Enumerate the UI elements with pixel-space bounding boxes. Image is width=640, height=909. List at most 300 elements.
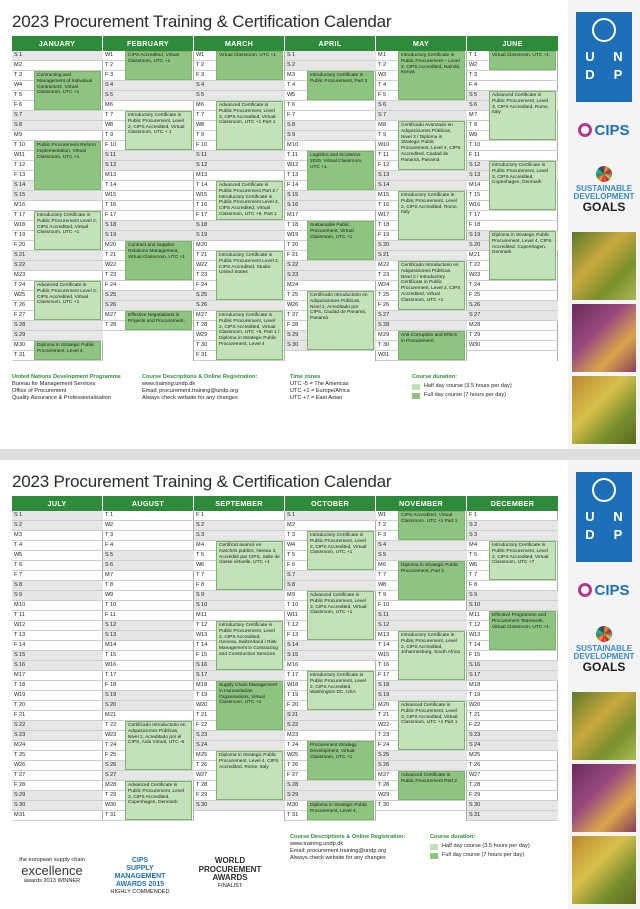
month-header: JUNE [467, 36, 558, 51]
day-row: W15 [376, 651, 467, 661]
day-row: W6 [194, 561, 285, 571]
day-row: S25 [376, 751, 467, 761]
award-text: WORLD PROCUREMENT AWARDS [198, 856, 262, 882]
day-row: S26 [376, 761, 467, 771]
day-row: S16 [285, 201, 376, 211]
day-row: M18 [194, 681, 285, 691]
day-row: T 25 [376, 291, 467, 301]
day-row: F 22 [467, 721, 558, 731]
day-row: W4 [12, 81, 103, 91]
undp-letter: D [585, 67, 595, 82]
course-event[interactable]: Certificado Introductorio en Adquisiciones Públicas, Nivel 2, Acreditado por CIPS, Ciudad de Panamá, Panamá [307, 291, 374, 350]
day-row: F 20 [285, 701, 376, 711]
day-row: S21 [12, 251, 103, 261]
day-row: T 28 [194, 781, 285, 791]
day-row: S29 [12, 791, 103, 801]
day-row: T 2 [103, 61, 194, 71]
course-event[interactable]: Introductory Certificate in Public Procurement, Level 2, CIPS Accredited, Geneva, Switzerland / Risk Management in Contracting and Construction Services [216, 621, 283, 670]
day-row: S13 [103, 631, 194, 641]
leaf-photo [572, 304, 636, 372]
day-row: M22 [376, 261, 467, 271]
day-row: M30 [12, 341, 103, 351]
side-branding [568, 0, 640, 449]
sdg-wheel-icon [596, 166, 612, 182]
day-row: S6 [376, 101, 467, 111]
day-row: T 7 [376, 571, 467, 581]
day-row: F 8 [194, 581, 285, 591]
day-row: S20 [103, 701, 194, 711]
undp-logo [576, 472, 632, 562]
course-event[interactable]: Advanced Certificate in Public Procurement, Level 3, CIPS Accredited, Rome, Italy [489, 91, 556, 140]
day-row: M4 [467, 541, 558, 551]
day-row: T 31 [285, 811, 376, 821]
day-row: S19 [103, 691, 194, 701]
day-row: F 21 [12, 711, 103, 721]
day-row: S9 [194, 591, 285, 601]
day-row: T 21 [194, 251, 285, 261]
day-row: W8 [103, 121, 194, 131]
day-row: T 28 [376, 781, 467, 791]
day-row: W22 [103, 261, 194, 271]
day-row: M13 [376, 631, 467, 641]
day-row: F 29 [467, 791, 558, 801]
day-row: S31 [467, 811, 558, 821]
sdg-logo [572, 626, 636, 673]
day-row: M14 [467, 181, 558, 191]
day-row: S9 [285, 131, 376, 141]
course-event[interactable]: Diploma in Strategic Public Procurement, Level 4, [307, 801, 374, 820]
course-event[interactable]: Introductory Certificate in Public Procurement, Part 2 [307, 71, 374, 100]
day-row: S4 [194, 81, 285, 91]
day-row: T 19 [194, 691, 285, 701]
month-headers [12, 496, 558, 511]
day-row: T 27 [285, 311, 376, 321]
day-row: S28 [285, 781, 376, 791]
calendar-page-1 [0, 0, 640, 449]
day-row: T 30 [194, 341, 285, 351]
day-row: W15 [103, 191, 194, 201]
day-row: S22 [285, 721, 376, 731]
day-row: S22 [12, 721, 103, 731]
day-row: S11 [103, 151, 194, 161]
award-text: awards 2013 WINNER [23, 877, 81, 884]
day-row: S19 [467, 231, 558, 241]
day-row: S2 [467, 521, 558, 531]
day-row: T 17 [285, 671, 376, 681]
day-row: M20 [103, 241, 194, 251]
day-row: T 3 [103, 531, 194, 541]
day-row: W5 [285, 91, 376, 101]
org-title: United Nations Development Programme [12, 374, 121, 380]
day-row: T 31 [103, 811, 194, 821]
day-row: M23 [285, 731, 376, 741]
day-row: F 17 [194, 211, 285, 221]
day-row: W9 [467, 131, 558, 141]
day-row: F 24 [194, 281, 285, 291]
day-row: S8 [285, 121, 376, 131]
day-row: S11 [376, 611, 467, 621]
day-row: W18 [12, 221, 103, 231]
course-event[interactable]: Virtual Classroom, UTC +1 [216, 51, 283, 80]
timezone-line: UTC -5 = The Americas [290, 381, 349, 387]
day-row: T 16 [103, 201, 194, 211]
day-row: F 1 [467, 511, 558, 521]
day-row: T 23 [194, 271, 285, 281]
day-row: S23 [194, 731, 285, 741]
registration-title: Course Descriptions & Online Registration: [290, 834, 406, 840]
day-row: W1 [103, 51, 194, 61]
day-row: S18 [194, 221, 285, 231]
org-line: Quality Assurance & Professionalisation [12, 395, 111, 401]
day-row: F 1 [194, 511, 285, 521]
day-row: F 11 [103, 611, 194, 621]
day-row: S13 [467, 171, 558, 181]
day-row: S3 [467, 531, 558, 541]
month-header: MARCH [194, 36, 285, 51]
award-text: excellence [21, 862, 83, 878]
day-row: W1 [194, 51, 285, 61]
day-row: M17 [12, 671, 103, 681]
course-event[interactable]: Advanced Certificate in Public Procurement Part 2 / Introductory Certificate in Public Procurement Level 2, CIPS Accredited, Virtual Classroom, UTC +8, Part 1 [216, 181, 283, 220]
day-row: T 19 [12, 231, 103, 241]
course-event[interactable]: Advanced Certificate in Public Procurement Part 2 [398, 771, 465, 800]
day-row: S18 [376, 681, 467, 691]
day-row: S23 [12, 731, 103, 741]
day-row: S16 [194, 661, 285, 671]
day-row: S24 [194, 741, 285, 751]
day-row: S29 [12, 331, 103, 341]
day-row: S14 [285, 641, 376, 651]
sdg-logo [572, 166, 636, 213]
day-row: S2 [285, 61, 376, 71]
day-row: W22 [194, 261, 285, 271]
day-row: M23 [12, 271, 103, 281]
day-row: T 14 [467, 641, 558, 651]
email-link[interactable]: Email: procurement.training@undp.org [142, 388, 239, 394]
day-row: M24 [285, 281, 376, 291]
day-row: S29 [285, 791, 376, 801]
sdg-wheel-icon [596, 626, 612, 642]
award-text: CIPS [131, 857, 149, 864]
day-row: F 31 [194, 351, 285, 361]
day-row: T 12 [467, 621, 558, 631]
undp-letter: P [613, 67, 623, 82]
day-row: F 3 [194, 71, 285, 81]
month-header: SEPTEMBER [194, 496, 285, 511]
day-grid [12, 511, 558, 821]
day-row: F 7 [12, 571, 103, 581]
day-row: M24 [12, 741, 103, 751]
day-row: S5 [103, 551, 194, 561]
day-row: S14 [376, 181, 467, 191]
day-row: F 17 [103, 211, 194, 221]
day-row: W11 [285, 611, 376, 621]
day-row: T 13 [285, 171, 376, 181]
course-event[interactable]: CIPS Accredited, Virtual Classroom, UTC +1 [125, 51, 192, 80]
undp-letter: N [613, 49, 623, 64]
cips-text: CIPS [594, 122, 630, 139]
day-row: S20 [467, 241, 558, 251]
day-row: S6 [467, 101, 558, 111]
registration-title: Course Descriptions & Online Registration: [142, 374, 258, 380]
month-column [103, 511, 194, 821]
day-row: T 17 [467, 211, 558, 221]
day-row: F 14 [12, 641, 103, 651]
day-row: W8 [376, 581, 467, 591]
day-row: T 5 [12, 91, 103, 101]
timezone-block [290, 374, 400, 402]
course-event[interactable]: Certificat avancé en marchés publics, Niveau 3, Accrédité par CIPS, Salle de classe virtuelle, UTC +1 [216, 541, 283, 590]
day-row: S3 [194, 531, 285, 541]
day-row: F 25 [467, 291, 558, 301]
day-row: W25 [12, 291, 103, 301]
day-row: T 18 [12, 681, 103, 691]
course-event[interactable]: Advanced Certificate in Public Procurement, Level 3, CIPS Accredited, Copenhagen, Denmark [125, 781, 192, 820]
day-row: M11 [194, 611, 285, 621]
day-row: F 28 [285, 321, 376, 331]
day-row: T 21 [194, 711, 285, 721]
course-event[interactable]: Advanced Certificate in Public Procurement, Level 3, CIPS Accredited, Virtual Classroom, UTC +1 Part 1 [398, 701, 465, 750]
day-row: T 26 [285, 761, 376, 771]
course-event[interactable]: Diploma in Strategic Public Procurement, Level 4, CIPS Accredited, Rome, Italy [216, 751, 283, 800]
day-row: S6 [103, 561, 194, 571]
day-row: T 12 [12, 161, 103, 171]
email-link[interactable]: Email: procurement.training@undp.org [290, 848, 387, 854]
day-row: F 18 [103, 681, 194, 691]
day-row: S22 [285, 261, 376, 271]
day-row: T 5 [285, 551, 376, 561]
day-row: W16 [467, 201, 558, 211]
org-line: Bureau for Management Services [12, 381, 96, 387]
day-row: S26 [103, 301, 194, 311]
month-header: MAY [376, 36, 467, 51]
day-row: T 25 [285, 291, 376, 301]
month-header: AUGUST [103, 496, 194, 511]
day-row: M17 [285, 211, 376, 221]
course-event[interactable]: Logistics and Incoterms 2020, Virtual Classroom, UTC +1 [307, 151, 374, 190]
day-row: T 15 [467, 191, 558, 201]
day-row: S29 [285, 331, 376, 341]
course-event[interactable]: Diploma in Strategic Public Procurement, Part 2 [398, 561, 465, 600]
day-row: S9 [12, 591, 103, 601]
day-row: W17 [376, 211, 467, 221]
footer [12, 374, 558, 444]
course-event[interactable]: Certificado Introductorio en Adquisiciones Públicas, Nivel 2, Acreditado por el CIPS, Aula Virtual, UTC -5 [125, 721, 192, 770]
day-row: W29 [376, 791, 467, 801]
website-link[interactable]: www.training.undp.dk [142, 381, 196, 387]
course-event[interactable]: Public Procurement Reform Implementation, Virtual Classroom, UTC +1 [34, 141, 101, 190]
day-row: W30 [467, 341, 558, 351]
day-row: T 10 [103, 601, 194, 611]
day-row: M28 [103, 781, 194, 791]
day-row: S30 [467, 801, 558, 811]
course-event[interactable]: Virtual Classroom, UTC +1 [489, 51, 556, 70]
day-row: W27 [194, 771, 285, 781]
day-row: F 22 [194, 721, 285, 731]
cips-logo [572, 122, 636, 139]
day-row: T 19 [285, 691, 376, 701]
timezone-line: UTC +7 = East Asian [290, 395, 343, 401]
day-row: T 28 [103, 321, 194, 331]
legend-full-label: Full day course (7 hours per day) [442, 852, 525, 858]
award-text: SUPPLY MANAGEMENT AWARDS 2015 [114, 865, 166, 888]
day-row: T 7 [103, 111, 194, 121]
course-event[interactable]: Introductory Certificate in Public Procurement – Level 2, CIPS Accredited, Nairobi, Kenya [398, 51, 465, 100]
day-row: T 17 [103, 671, 194, 681]
day-row: T 4 [285, 81, 376, 91]
course-event[interactable]: Certificado Avanzado en Adquisiciones Públicas, Nivel 3 / Diploma in Strategic Public Procurement, Level 4, CIPS Accredited, Ciudad de Panamá, Panamá [398, 121, 465, 170]
day-row: M30 [285, 801, 376, 811]
legend-half [412, 383, 558, 390]
course-event[interactable]: Introductory Certificate in Public Procurement, Level 2, CIPS Accredited, Washington DC, USA [307, 671, 374, 710]
day-row: S24 [467, 741, 558, 751]
day-row: T 16 [194, 201, 285, 211]
day-row: W12 [12, 621, 103, 631]
day-row: T 14 [376, 641, 467, 651]
day-row: S16 [467, 661, 558, 671]
day-row: T 23 [376, 271, 467, 281]
page-title: 2023 Procurement Training & Certification Calendar [12, 12, 392, 31]
course-event[interactable]: Sustainable Public Procurement, Virtual Classroom, UTC +1 [307, 221, 374, 260]
day-row: S27 [376, 311, 467, 321]
day-row: T 9 [376, 131, 467, 141]
day-row: T 30 [376, 341, 467, 351]
course-event[interactable]: Introductory Certificate in Public Procurement, Level 2, CIPS Accredited, Johannesburg, South Africa [398, 631, 465, 680]
day-row: T 25 [12, 751, 103, 761]
day-row: S1 [285, 511, 376, 521]
course-event[interactable]: Advanced Certificate in Public Procurement Level 3, CIPS Accredited, Virtual Classroom, UTC +1 [34, 281, 101, 320]
day-row: M13 [194, 171, 285, 181]
day-row: S11 [194, 151, 285, 161]
day-row: S17 [194, 671, 285, 681]
day-row: W25 [285, 751, 376, 761]
day-row: T 30 [376, 801, 467, 811]
day-row: F 17 [376, 671, 467, 681]
day-row: T 28 [467, 781, 558, 791]
day-row: T 14 [194, 181, 285, 191]
day-row: W18 [285, 681, 376, 691]
day-row: S22 [12, 261, 103, 271]
course-event[interactable]: Introductory Certificate in Public Procurement, Level 2, CIPS Accredited, Copenhagen, Denmark [489, 161, 556, 210]
day-row: T 11 [376, 151, 467, 161]
day-row: S21 [376, 251, 467, 261]
day-row: S5 [194, 91, 285, 101]
day-row: F 6 [12, 101, 103, 111]
day-row: T 11 [285, 151, 376, 161]
undp-letter: N [613, 509, 623, 524]
legend-title: Course duration: [430, 834, 476, 840]
day-row: T 1 [467, 51, 558, 61]
course-event[interactable]: Contracting and Management of Individual Contractors, Virtual Classroom, UTC +1 [34, 71, 101, 110]
course-event[interactable]: Introductory Certificate in Public Procurement, Level 2, CIPS Accredited, Virtual Classroom, UTC +1 [307, 531, 374, 570]
day-row: M25 [467, 751, 558, 761]
day-row: S12 [467, 161, 558, 171]
day-row: T 7 [194, 571, 285, 581]
day-row: M7 [467, 111, 558, 121]
course-event[interactable]: Diploma in Strategic Public Procurement, Level 4, CIPS Accredited, Copenhagen, Denmark [489, 231, 556, 280]
course-event[interactable]: Procurement Strategy Development, Virtual Classroom, UTC +1 [307, 741, 374, 780]
day-row: T 9 [103, 131, 194, 141]
day-grid [12, 51, 558, 361]
day-row: M2 [285, 521, 376, 531]
course-event[interactable]: Effective Negotiations in Projects and Procurement, [125, 311, 192, 330]
day-row: T 2 [376, 521, 467, 531]
day-row: T 31 [12, 351, 103, 361]
sdg-text: SUSTAINABLE DEVELOPMENT [573, 644, 635, 661]
day-row: F 5 [376, 91, 467, 101]
day-row: T 26 [194, 761, 285, 771]
day-row: F 18 [467, 221, 558, 231]
sdg-text: SUSTAINABLE DEVELOPMENT [573, 184, 635, 201]
day-row: S9 [467, 591, 558, 601]
day-row: S26 [467, 301, 558, 311]
day-row: T 9 [376, 591, 467, 601]
day-row: F 10 [194, 141, 285, 151]
leaf-photo [572, 692, 636, 760]
day-row: W16 [103, 661, 194, 671]
website-link[interactable]: www.training.undp.dk [290, 841, 344, 847]
day-row: S10 [467, 601, 558, 611]
day-row: M31 [12, 811, 103, 821]
day-row: S5 [376, 551, 467, 561]
day-row: W8 [194, 121, 285, 131]
course-event[interactable]: Effective Programme and Procurement Teamwork, Virtual Classroom, UTC +1 [489, 611, 556, 650]
day-row: S10 [194, 601, 285, 611]
course-event[interactable]: Supply Chain Management in Humanitarian Organisations, Virtual Classroom, UTC +1 [216, 681, 283, 730]
page-separator [0, 449, 640, 460]
day-row: W2 [467, 61, 558, 71]
legend-block [430, 834, 558, 859]
course-event[interactable]: Advanced Certificate in Public Procurement, Level 3, CIPS Accredited, Virtual Classroom, UTC +1 [307, 591, 374, 640]
course-event[interactable]: Introductory Certificate in Public Procurement, Level 2, CIPS Accredited, Virtual Classroom, UTC + 1 [125, 111, 192, 150]
day-row: M3 [285, 71, 376, 81]
day-row: W10 [376, 141, 467, 151]
course-event[interactable]: Introductory Certificate in Public Procurement Level 2, CIPS Accredited, Virtual Classroom, UTC +1 [34, 211, 101, 250]
course-event[interactable]: Introductory Certificate in Public Procurement Level 2, CIPS Accredited, Studio: United States [216, 251, 283, 300]
course-event[interactable]: Anti-Corruption and Ethics in Procurement, [398, 331, 465, 360]
day-row: M29 [376, 331, 467, 341]
day-row: F 26 [376, 301, 467, 311]
day-row: W4 [285, 541, 376, 551]
day-row: M11 [467, 611, 558, 621]
course-event[interactable]: Introductory Certificate in Public Procurement, Level 2, CIPS Accredited, Virtual Classroom, UTC +7 [489, 541, 556, 580]
day-row: F 15 [194, 651, 285, 661]
day-row: M10 [285, 141, 376, 151]
month-header: FEBRUARY [103, 36, 194, 51]
course-event[interactable]: Introductory Certificate in Public Procurement, Level 2, CIPS Accredited, Rome, Italy [398, 191, 465, 240]
course-event[interactable]: Introductory Certificate in Public Procurement, Level 2, CIPS Accredited, Virtual Classroom, UTC +8, Part 1 / Diploma in Strategic Public Procurement, Level 4 [216, 311, 283, 360]
day-row: T 10 [285, 601, 376, 611]
day-row: M15 [376, 191, 467, 201]
day-row: T 8 [467, 121, 558, 131]
day-row: T 4 [376, 81, 467, 91]
day-row: M20 [194, 241, 285, 251]
day-row: F 15 [467, 651, 558, 661]
course-event[interactable]: CIPS Accredited, Virtual Classroom, UTC +1 Part 1 [398, 511, 465, 540]
side-branding [568, 460, 640, 909]
course-event[interactable]: Advanced Certificate in Public Procurement, Level 3, CIPS Accredited, Virtual Classroom, UTC +1 Part 1 [216, 101, 283, 150]
course-event[interactable]: Contract and Supplier Relations Management, Virtual Classroom, UTC +1 [125, 241, 192, 280]
day-row: W24 [376, 281, 467, 291]
day-row: F 8 [467, 581, 558, 591]
course-event[interactable]: Diploma in Strategic Public Procurement, Level 4, [34, 341, 101, 360]
day-row: M20 [376, 701, 467, 711]
course-event[interactable]: Certificado Introductorio en Adquisiciones Públicas, Nivel 2 / Introductory Certificate in Public Procurement, Level 2, CIPS Accredited, Virtual Classroom, UTC +1 [398, 261, 465, 310]
day-row: T 22 [103, 721, 194, 731]
day-row: W1 [376, 511, 467, 521]
day-row: T 3 [467, 71, 558, 81]
undp-logo [576, 12, 632, 102]
